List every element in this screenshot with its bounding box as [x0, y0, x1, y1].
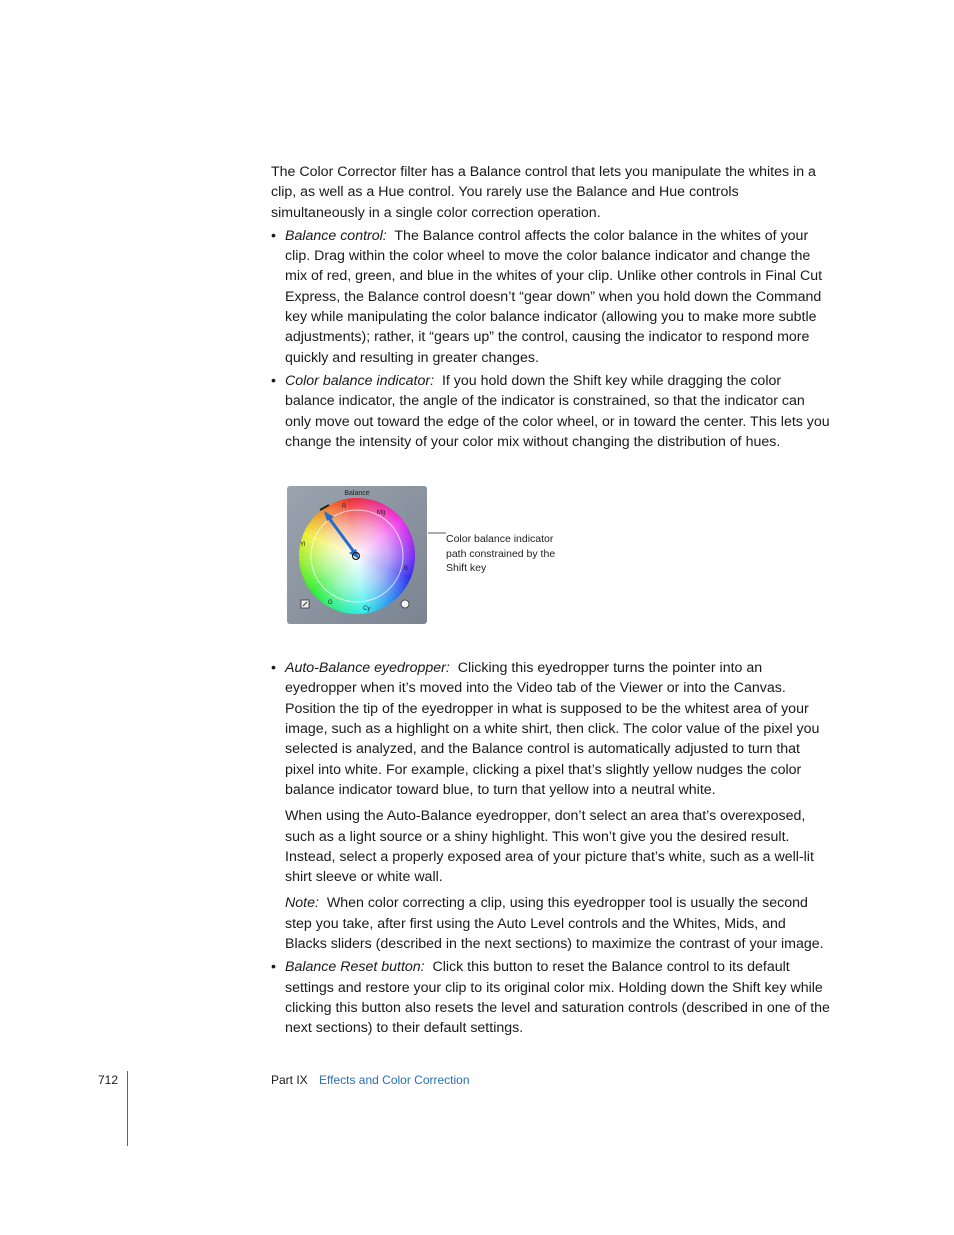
- note-lead: Note:: [285, 895, 319, 912]
- label-r: R: [342, 504, 347, 511]
- page-body: [271, 162, 831, 1042]
- label-b: B: [404, 566, 409, 573]
- bullet-text: If you hold down the Shift key while dragging the color balance indicator, the angle of the indicator is constrained, so that the indicator can only move out toward the edge of the color wheel, or in toward the center. This lets you change the intensity of your color mix without changing the distribution of hues.: [285, 372, 830, 450]
- footer-part: Part IX: [271, 1073, 308, 1087]
- bullet-dot: •: [271, 959, 276, 976]
- eyedropper-note: [285, 893, 831, 954]
- eyedropper-paragraph-2: When using the Auto-Balance eyedropper, don’t select an area that’s overexposed, such as a light source or a shiny highlight. This won’t give you the desired result. Instead, select a properly exposed area of your picture that’s white, such as a well-lit shirt sleeve or white wall.: [285, 808, 814, 886]
- callout-text: Color balance indicator path constrained by the Shift key: [446, 533, 556, 575]
- bullet-text: Click this button to reset the Balance control to its default settings and restore your clip to its original color mix. Holding down the Shift key while clicking this button also resets the level and saturation controls (described in one of the next sections) to their default settings.: [285, 959, 830, 1037]
- balance-title: Balance: [344, 490, 370, 498]
- label-mg: Mg: [377, 510, 386, 517]
- page-footer: [0, 1071, 954, 1091]
- reset-button[interactable]: [401, 600, 409, 608]
- bullet-text: Clicking this eyedropper turns the pointer into an eyedropper when it’s moved into the Video tab of the Viewer or into the Canvas. Position the tip of the eyedropper in what is supposed to be the whitest area of your image, such as a highlight on a white shirt, then click. The color value of the pixel you selected is analyzed, and the Balance control is automatically adjusted to turn that pixel into white. For example, clicking a pixel that’s slightly yellow nudges the color balance indicator toward blue, to turn that yellow into a neutral white.: [285, 660, 820, 798]
- label-cy: Cy: [363, 606, 371, 613]
- bullet-lead: Auto-Balance eyedropper:: [285, 660, 450, 677]
- bullet-auto-balance-eyedropper: [271, 658, 831, 954]
- footer-section-link[interactable]: Effects and Color Correction: [319, 1073, 470, 1087]
- label-g: G: [328, 600, 333, 607]
- bullet-dot: •: [271, 372, 276, 389]
- color-wheel-svg: [287, 486, 427, 624]
- bullet-balance-control: [271, 226, 831, 368]
- intro-paragraph: The Color Corrector filter has a Balance control that lets you manipulate the whites in a clip, as well as a Hue control. You rarely use the Balance and Hue controls simultaneously in a single color correction operation.: [271, 164, 816, 221]
- balance-figure: [271, 464, 831, 654]
- bullet-text: The Balance control affects the color balance in the whites of your clip. Drag within the color wheel to move the color balance indicator and change the mix of red, green, and blue in the whites of your clip. Unlike other controls in Final Cut Express, the Balance control doesn’t “gear down” when you hold down the Command key while manipulating the color balance indicator (allowing you to make more subtle adjustments); rather, it “gears up” the control, causing the indicator to respond more quickly and resulting in greater changes.: [285, 227, 823, 366]
- bullet-lead: Balance control:: [285, 227, 387, 244]
- note-text: When color correcting a clip, using this eyedropper tool is usually the second step you take, after first using the Auto Level controls and the Whites, Mids, and Blacks sliders (described in the next sections) to maximize the contrast of your image.: [285, 895, 824, 953]
- bullet-balance-reset-button: [271, 957, 831, 1038]
- bullet-color-balance-indicator: [271, 371, 831, 452]
- bullet-lead: Color balance indicator:: [285, 372, 435, 389]
- bullet-dot: •: [271, 227, 276, 244]
- bullet-lead: Balance Reset button:: [285, 959, 425, 976]
- page-number: 712: [98, 1073, 119, 1087]
- balance-control-image: [287, 486, 427, 624]
- bullet-dot: •: [271, 660, 276, 677]
- label-yl: Yl: [300, 542, 306, 549]
